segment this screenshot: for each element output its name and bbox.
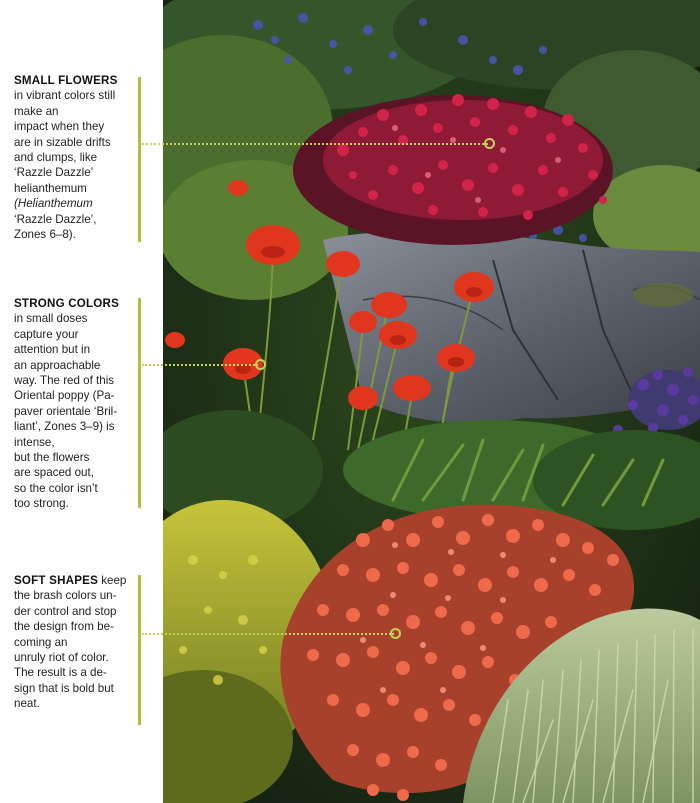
callout-line: too strong. (14, 497, 69, 511)
callout-body (14, 88, 138, 242)
callout-line: but the flowers (14, 451, 90, 465)
callout-line: make an (14, 104, 59, 118)
callout-line: ‘Razzle Dazzle’ (14, 166, 94, 180)
garden-photo (163, 0, 700, 803)
callout-line: neat. (14, 697, 40, 711)
leader-dot (390, 628, 401, 639)
callout-small-flowers (14, 73, 138, 242)
leader-line (142, 633, 394, 635)
callout-line: helianthemum (14, 181, 87, 195)
callout-line: an approachable (14, 358, 101, 372)
callout-line: der control and stop (14, 604, 117, 618)
callout-line: and clumps, like (14, 151, 98, 165)
leader-dot (484, 138, 495, 149)
callout-line: The result is a de- (14, 666, 107, 680)
leader-line (142, 364, 258, 366)
callout-line: sign that is bold but (14, 681, 114, 695)
callout-heading-tail: keep (98, 574, 127, 587)
callout-heading: SMALL FLOWERS (14, 74, 118, 87)
accent-rule (138, 298, 141, 508)
callout-line: attention but in (14, 343, 91, 357)
callout-line: are in sizable drifts (14, 135, 111, 149)
leader-dot (255, 359, 266, 370)
leader-line (142, 143, 488, 145)
callout-body (14, 588, 138, 711)
callout-line: the brash colors un- (14, 589, 117, 603)
callout-line: are spaced out, (14, 466, 94, 480)
callout-heading: STRONG COLORS (14, 297, 120, 310)
callout-line: the design from be- (14, 620, 114, 634)
callout-body (14, 311, 138, 511)
callout-line: paver orientale ‘Bril- (14, 404, 118, 418)
accent-rule (138, 575, 141, 725)
callout-line: Oriental poppy (Pa- (14, 389, 115, 403)
callout-heading: SOFT SHAPES (14, 574, 99, 587)
callout-line: way. The red of this (14, 374, 115, 388)
callout-line: coming an (14, 635, 68, 649)
callout-strong-colors (14, 296, 138, 512)
callout-line: so the color isn’t (14, 481, 98, 495)
callout-soft-shapes (14, 573, 138, 712)
accent-rule (138, 77, 141, 242)
callout-line: capture your (14, 327, 79, 341)
garden-illustration (163, 0, 700, 803)
callout-heading-line (14, 573, 138, 588)
callout-line: impact when they (14, 120, 105, 134)
caption-column (0, 0, 163, 803)
callout-line: intense, (14, 435, 55, 449)
callout-line: in vibrant colors still (14, 89, 116, 103)
callout-line: ‘Razzle Dazzle’, (14, 212, 97, 226)
callout-line: unruly riot of color. (14, 651, 109, 665)
callout-line: liant’, Zones 3–9) is (14, 420, 115, 434)
callout-line: in small doses (14, 312, 88, 326)
callout-line: (Helianthemum (14, 197, 93, 211)
callout-line: Zones 6–8). (14, 228, 76, 242)
